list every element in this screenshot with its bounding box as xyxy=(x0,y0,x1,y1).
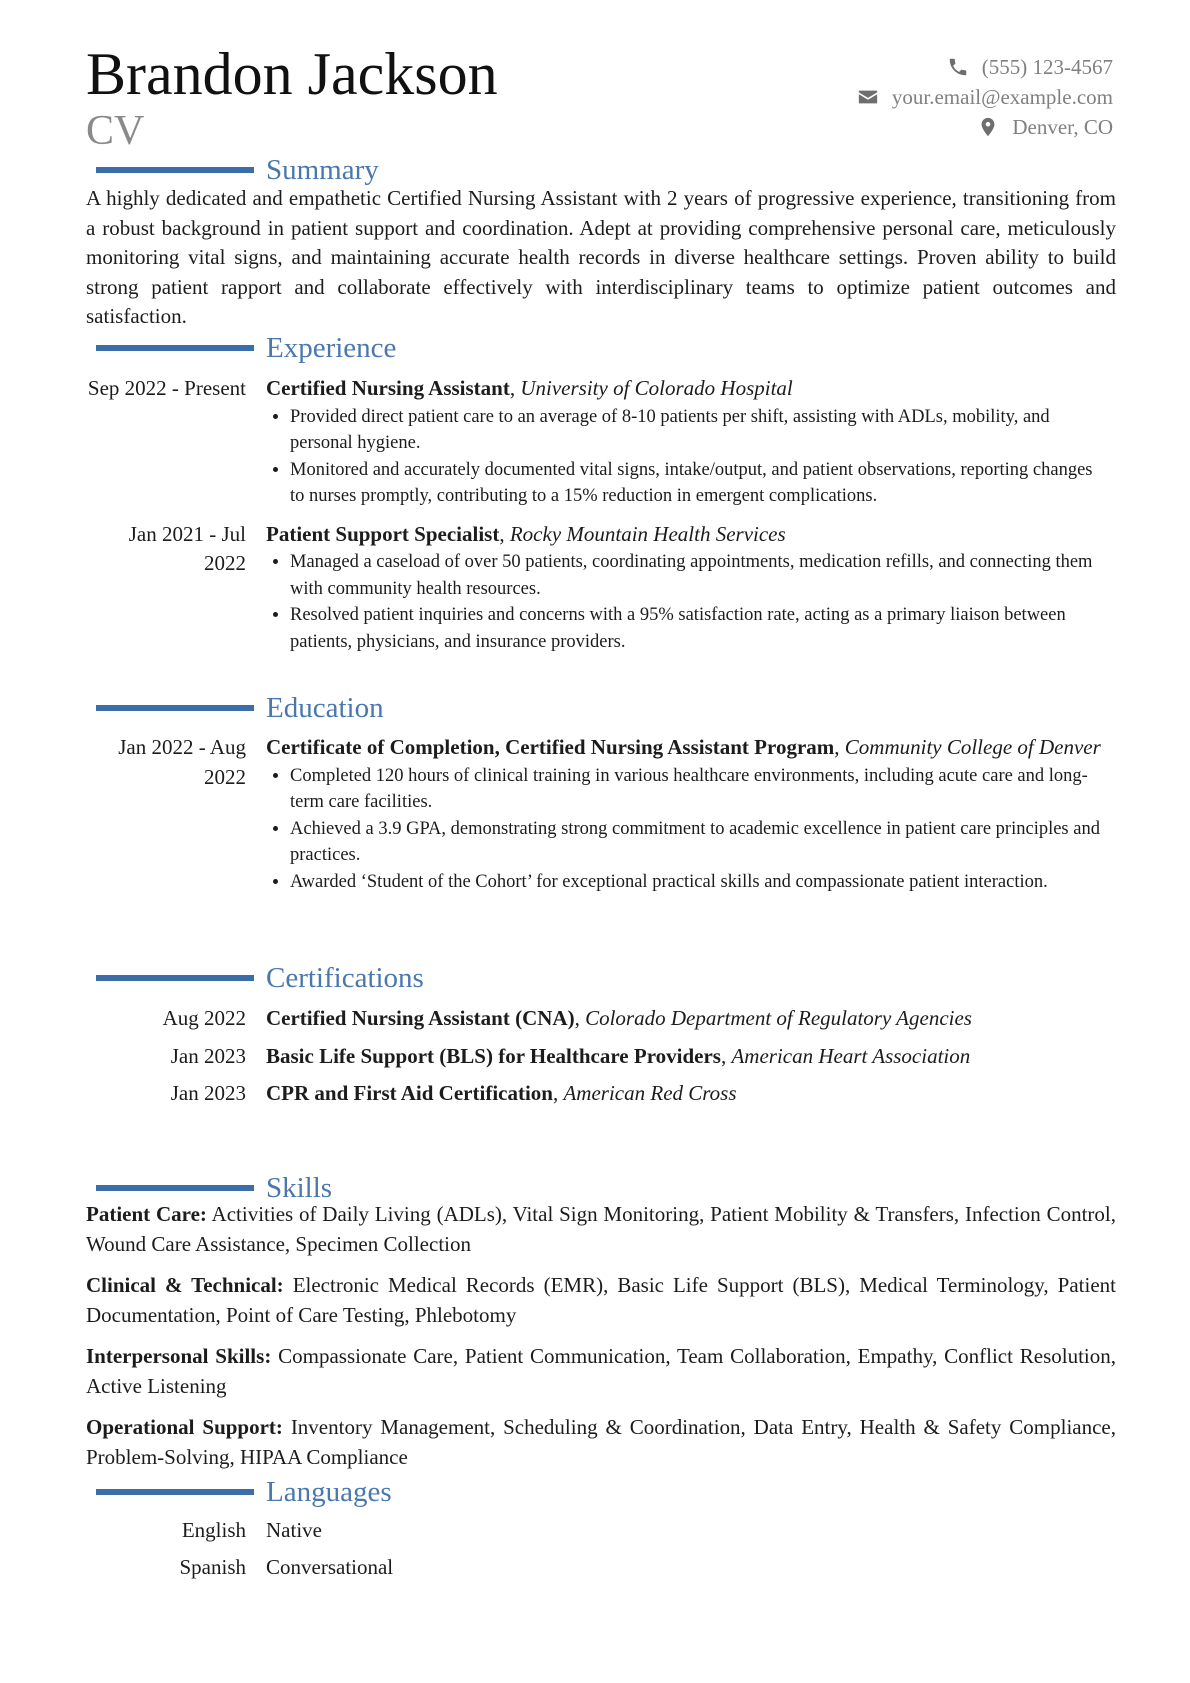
section-title: Experience xyxy=(266,331,397,364)
summary-text: A highly dedicated and empathetic Certified Nursing Assistant with 2 years of progressive experience, transitioning from a robust background in patient support and coordination. Adept at providing comprehensive personal care, meticulously monitoring vital signs, and maintaining accurate health records in diverse healthcare settings. Proven ability to build strong patient rapport and collaborate effectively with interdisciplinary teams to optimize patient outcomes and satisfaction. xyxy=(86,186,1116,328)
skill-group xyxy=(86,1342,1116,1401)
certification-entry: Jan 2023 Basic Life Support (BLS) for Healthcare Providers, American Heart Association xyxy=(86,1042,1106,1072)
candidate-name: Brandon Jackson xyxy=(86,41,498,107)
section-accent-bar xyxy=(96,167,254,173)
map-pin-icon xyxy=(974,116,1000,138)
section-heading-certifications xyxy=(96,962,424,994)
skill-category: Clinical & Technical: xyxy=(86,1273,284,1297)
entry-role: Certified Nursing Assistant (CNA) xyxy=(266,1006,575,1030)
document-type: CV xyxy=(86,108,145,154)
skill-items: Compassionate Care, Patient Communication, Team Collaboration, Empathy, Conflict Resolution, Active Listening xyxy=(86,1344,1116,1398)
experience-entry: Jan 2021 - Jul 2022 Patient Support Specialist, Rocky Mountain Health Services • Managed a caseload of over 50 patients, coordinating appointments, medication refills, and connecting them with community health resources. • Resolved patient inquiries and concerns with a 95% satisfaction rate, acting as a primary liaison between patients, physicians, and insurance providers. xyxy=(86,520,1106,656)
section-heading-education xyxy=(96,692,384,724)
language-level: Conversational xyxy=(266,1554,394,1579)
envelope-icon xyxy=(854,86,880,108)
section-title: Education xyxy=(266,691,384,724)
skill-group xyxy=(86,1413,1116,1472)
experience-entry: Sep 2022 - Present Certified Nursing Assistant, University of Colorado Hospital • Provided direct patient care to an average of 8-10 patients per shift, assisting with ADLs, mobility, and personal hygiene. • Monitored and accurately documented vital signs, intake/output, and patient observations, reporting changes to nurses promptly, contributing to a 15% reduction in emergent complications. xyxy=(86,374,1106,510)
bullet-item: • Monitored and accurately documented vital signs, intake/output, and patient observations, reporting changes to nurses promptly, contributing to a 15% reduction in emergent complications. xyxy=(290,457,1106,510)
email-address[interactable]: your.email@example.com xyxy=(891,84,1113,109)
section-accent-bar xyxy=(96,1185,254,1191)
entry-bullets xyxy=(266,404,1106,510)
bullet-item: • Achieved a 3.9 GPA, demonstrating strong commitment to academic excellence in patient care principles and practices. xyxy=(290,816,1106,869)
skill-group xyxy=(86,1271,1116,1330)
section-accent-bar xyxy=(96,705,254,711)
language-name: English xyxy=(181,1518,246,1542)
phone-icon xyxy=(944,56,970,78)
contact-phone xyxy=(854,52,1113,82)
entry-organization: American Heart Association xyxy=(731,1043,971,1068)
skill-items: Inventory Management, Scheduling & Coordination, Data Entry, Health & Safety Compliance, Problem-Solving, HIPAA Compliance xyxy=(86,1415,1116,1469)
entry-role: Certificate of Completion, Certified Nursing Assistant Program xyxy=(266,735,835,759)
skill-category: Operational Support: xyxy=(86,1415,283,1439)
entry-date: Aug 2022 xyxy=(162,1006,246,1030)
bullet-item: • Awarded ‘Student of the Cohort’ for exceptional practical skills and compassionate patient interaction. xyxy=(290,869,1106,896)
contact-email xyxy=(854,82,1113,112)
skill-category: Interpersonal Skills: xyxy=(86,1344,272,1368)
bullet-item: • Resolved patient inquiries and concerns with a 95% satisfaction rate, acting as a primary liaison between patients, physicians, and insurance providers. xyxy=(290,602,1106,655)
entry-role: Patient Support Specialist xyxy=(266,521,500,546)
phone-number[interactable]: (555) 123-4567 xyxy=(981,54,1113,79)
section-heading-summary xyxy=(96,154,379,186)
entry-organization: Rocky Mountain Health Services xyxy=(509,521,786,546)
entry-organization: American Red Cross xyxy=(563,1081,737,1105)
bullet-item: • Managed a caseload of over 50 patients, coordinating appointments, medication refills, and connecting them with community health resources. xyxy=(290,549,1106,602)
education-entry: Jan 2022 - Aug 2022 Certificate of Completion, Certified Nursing Assistant Program, Community College of Denver • Completed 120 hours of clinical training in various healthcare environments, including acute care and long-term care facilities. • Achieved a 3.9 GPA, demonstrating strong commitment to academic excellence in patient care principles and practices. • Awarded ‘Student of the Cohort’ for exceptional practical skills and compassionate patient interaction. xyxy=(86,733,1106,895)
section-title: Certifications xyxy=(266,961,424,994)
certification-entry: Aug 2022 Certified Nursing Assistant (CNA), Colorado Department of Regulatory Agencies xyxy=(86,1004,1106,1034)
skill-items: Electronic Medical Records (EMR), Basic Life Support (BLS), Medical Terminology, Patient Documentation, Point of Care Testing, Phlebotomy xyxy=(86,1273,1117,1327)
bullet-item: • Completed 120 hours of clinical training in various healthcare environments, including acute care and long-term care facilities. xyxy=(290,763,1106,816)
skills-list xyxy=(86,1200,1116,1484)
entry-date: Jan 2023 xyxy=(170,1043,246,1068)
certification-entry: Jan 2023 CPR and First Aid Certification, American Red Cross xyxy=(86,1079,1106,1109)
location: Denver, CO xyxy=(1012,114,1113,139)
section-title: Skills xyxy=(266,1171,333,1204)
section-accent-bar xyxy=(96,1489,254,1495)
language-name: Spanish xyxy=(179,1554,246,1579)
language-row xyxy=(86,1553,686,1583)
section-heading-experience xyxy=(96,332,396,364)
entry-organization: Colorado Department of Regulatory Agencies xyxy=(585,1006,972,1030)
bullet-item: • Provided direct patient care to an average of 8-10 patients per shift, assisting with ADLs, mobility, and personal hygiene. xyxy=(290,404,1106,457)
section-accent-bar xyxy=(96,975,254,981)
entry-bullets xyxy=(266,763,1106,896)
entry-date: Sep 2022 - Present xyxy=(87,376,246,400)
experience-list xyxy=(86,374,1106,665)
section-title: Languages xyxy=(266,1475,392,1508)
language-row xyxy=(86,1516,686,1546)
education-list xyxy=(86,733,1106,905)
contact-location xyxy=(854,112,1113,142)
entry-role: Basic Life Support (BLS) for Healthcare Providers xyxy=(266,1043,721,1068)
entry-bullets xyxy=(266,549,1106,655)
skill-category: Patient Care: xyxy=(86,1202,207,1226)
contact-block xyxy=(854,52,1113,142)
entry-date: Jan 2023 xyxy=(170,1081,246,1105)
skill-group xyxy=(86,1200,1116,1259)
language-level: Native xyxy=(266,1518,322,1542)
entry-organization: University of Colorado Hospital xyxy=(520,376,793,400)
entry-role: Certified Nursing Assistant xyxy=(266,376,510,400)
section-title: Summary xyxy=(266,153,379,186)
section-accent-bar xyxy=(96,345,254,351)
section-heading-languages xyxy=(96,1476,392,1508)
languages-list xyxy=(86,1516,686,1589)
entry-date: Jan 2021 - Jul 2022 xyxy=(128,521,246,575)
certifications-list xyxy=(86,1004,1106,1117)
entry-organization: Community College of Denver xyxy=(844,735,1101,759)
entry-date: Jan 2022 - Aug 2022 xyxy=(118,735,246,789)
entry-role: CPR and First Aid Certification xyxy=(266,1081,553,1105)
skill-items: Activities of Daily Living (ADLs), Vital Sign Monitoring, Patient Mobility & Transfers, Infection Control, Wound Care Assistance, Specimen Collection xyxy=(86,1202,1116,1256)
